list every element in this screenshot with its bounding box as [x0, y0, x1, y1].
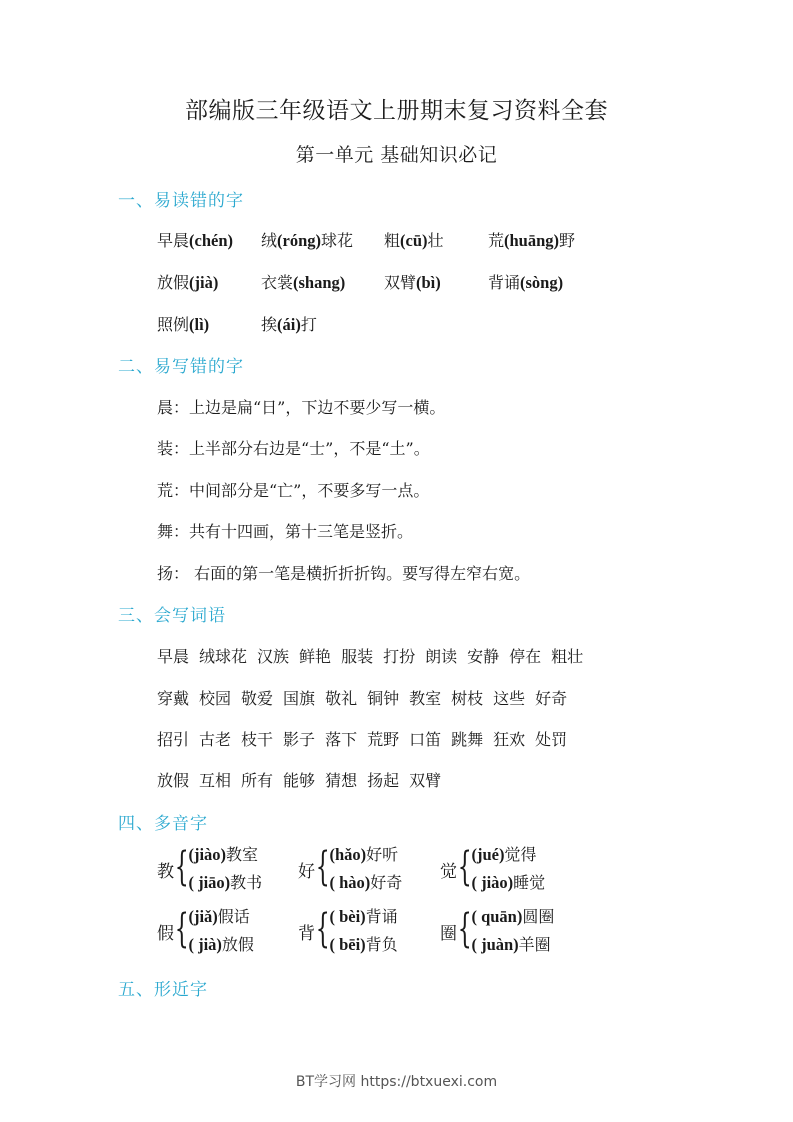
misread-item: 早晨(chén) [157, 231, 234, 250]
misread-item: 背诵(sòng) [488, 273, 564, 292]
vocab-word: 服装 [341, 647, 374, 666]
brace-icon: { [174, 906, 189, 952]
miswritten-note: 扬： 右面的第一笔是横折折折钩。要写得左窄右宽。 [157, 564, 531, 583]
vocab-word: 古老 [199, 730, 232, 749]
polyphone-char: 教 [157, 861, 174, 882]
misread-item: 照例(lì) [157, 315, 210, 334]
miswritten-note: 荒：中间部分是“亡”，不要多写一点。 [157, 481, 430, 500]
miswritten-note: 装：上半部分右边是“士”，不是“土”。 [157, 439, 430, 458]
brace-icon: { [457, 844, 472, 890]
vocab-word: 打扮 [383, 647, 416, 666]
polyphone-reading: ( jiào)睡觉 [471, 873, 546, 892]
vocab-word: 影子 [283, 730, 316, 749]
vocab-word: 双臂 [409, 771, 442, 790]
vocab-word: 鲜艳 [299, 647, 332, 666]
misread-item: 挨(ái)打 [261, 315, 317, 334]
miswritten-note: 舞：共有十四画，第十三笔是竖折。 [157, 522, 414, 541]
polyphone-group [440, 907, 554, 955]
vocab-word: 互相 [199, 771, 232, 790]
misread-item: 荒(huāng)野 [488, 231, 576, 250]
vocab-word: 猜想 [325, 771, 358, 790]
polyphone-group [157, 907, 254, 955]
misread-item: 双臂(bì) [384, 273, 441, 292]
vocab-word: 口笛 [409, 730, 442, 749]
vocab-word: 敬礼 [325, 689, 358, 708]
section-heading-vocabulary: 三、会写词语 [118, 606, 226, 626]
polyphone-group [298, 845, 402, 893]
unit-subtitle: 第一单元 基础知识必记 [295, 144, 498, 166]
brace-icon: { [174, 844, 189, 890]
vocabulary-row [157, 644, 593, 667]
vocab-word: 早晨 [157, 647, 190, 666]
vocabulary-row [157, 768, 451, 791]
misread-item: 衣裳(shang) [261, 273, 346, 292]
vocab-word: 停在 [509, 647, 542, 666]
vocab-word: 跳舞 [451, 730, 484, 749]
section-heading-similar-chars: 五、形近字 [118, 980, 208, 1000]
polyphone-reading: ( quān)圆圈 [471, 907, 555, 926]
vocabulary-row [157, 727, 577, 750]
misread-item: 放假(jià) [157, 273, 219, 292]
vocab-word: 这些 [493, 689, 526, 708]
document-title: 部编版三年级语文上册期末复习资料全套 [185, 98, 608, 124]
polyphone-reading: ( bēi)背负 [329, 935, 398, 954]
vocab-word: 狂欢 [493, 730, 526, 749]
polyphone-char: 圈 [440, 923, 457, 944]
vocab-word: 扬起 [367, 771, 400, 790]
polyphone-reading: ( jiāo)教书 [188, 873, 263, 892]
polyphone-reading: (jué)觉得 [471, 845, 537, 864]
brace-icon: { [457, 906, 472, 952]
vocab-word: 枝干 [241, 730, 274, 749]
polyphone-group [157, 845, 262, 893]
vocab-word: 放假 [157, 771, 190, 790]
vocab-word: 树枝 [451, 689, 484, 708]
polyphone-reading: (hǎo)好听 [329, 845, 399, 864]
vocab-word: 好奇 [535, 689, 568, 708]
polyphone-char: 好 [298, 861, 315, 882]
vocab-word: 校园 [199, 689, 232, 708]
vocab-word: 处罚 [535, 730, 568, 749]
polyphone-reading: ( jià)放假 [188, 935, 254, 954]
misread-item: 绒(róng)球花 [261, 231, 354, 250]
polyphone-reading: (jiǎ)假话 [188, 907, 250, 926]
vocab-word: 穿戴 [157, 689, 190, 708]
vocab-word: 教室 [409, 689, 442, 708]
vocab-word: 敬爱 [241, 689, 274, 708]
misread-item: 粗(cū)壮 [384, 231, 444, 250]
vocab-word: 安静 [467, 647, 500, 666]
polyphone-reading: ( juàn)羊圈 [471, 935, 551, 954]
vocab-word: 国旗 [283, 689, 316, 708]
vocab-word: 粗壮 [551, 647, 584, 666]
vocab-word: 所有 [241, 771, 274, 790]
vocab-word: 招引 [157, 730, 190, 749]
polyphone-char: 觉 [440, 861, 457, 882]
vocab-word: 朗读 [425, 647, 458, 666]
brace-icon: { [315, 844, 330, 890]
polyphone-char: 背 [298, 923, 315, 944]
vocab-word: 铜钟 [367, 689, 400, 708]
polyphone-reading: ( hào)好奇 [329, 873, 403, 892]
polyphone-char: 假 [157, 923, 174, 944]
section-heading-miswritten-chars: 二、易写错的字 [118, 357, 244, 377]
footer-watermark: BT学习网 https://btxuexi.com [295, 1074, 498, 1090]
polyphone-group [440, 845, 545, 893]
vocab-word: 汉族 [257, 647, 290, 666]
polyphone-reading: ( bèi)背诵 [329, 907, 398, 926]
vocab-word: 绒球花 [199, 647, 248, 666]
vocab-word: 能够 [283, 771, 316, 790]
brace-icon: { [315, 906, 330, 952]
vocabulary-row [157, 686, 577, 709]
section-heading-misread-chars: 一、易读错的字 [118, 191, 244, 211]
section-heading-polyphones: 四、多音字 [118, 814, 208, 834]
vocab-word: 荒野 [367, 730, 400, 749]
polyphone-reading: (jiào)教室 [188, 845, 259, 864]
miswritten-note: 晨：上边是扁“日”，下边不要少写一横。 [157, 398, 446, 417]
vocab-word: 落下 [325, 730, 358, 749]
polyphone-group [298, 907, 398, 955]
